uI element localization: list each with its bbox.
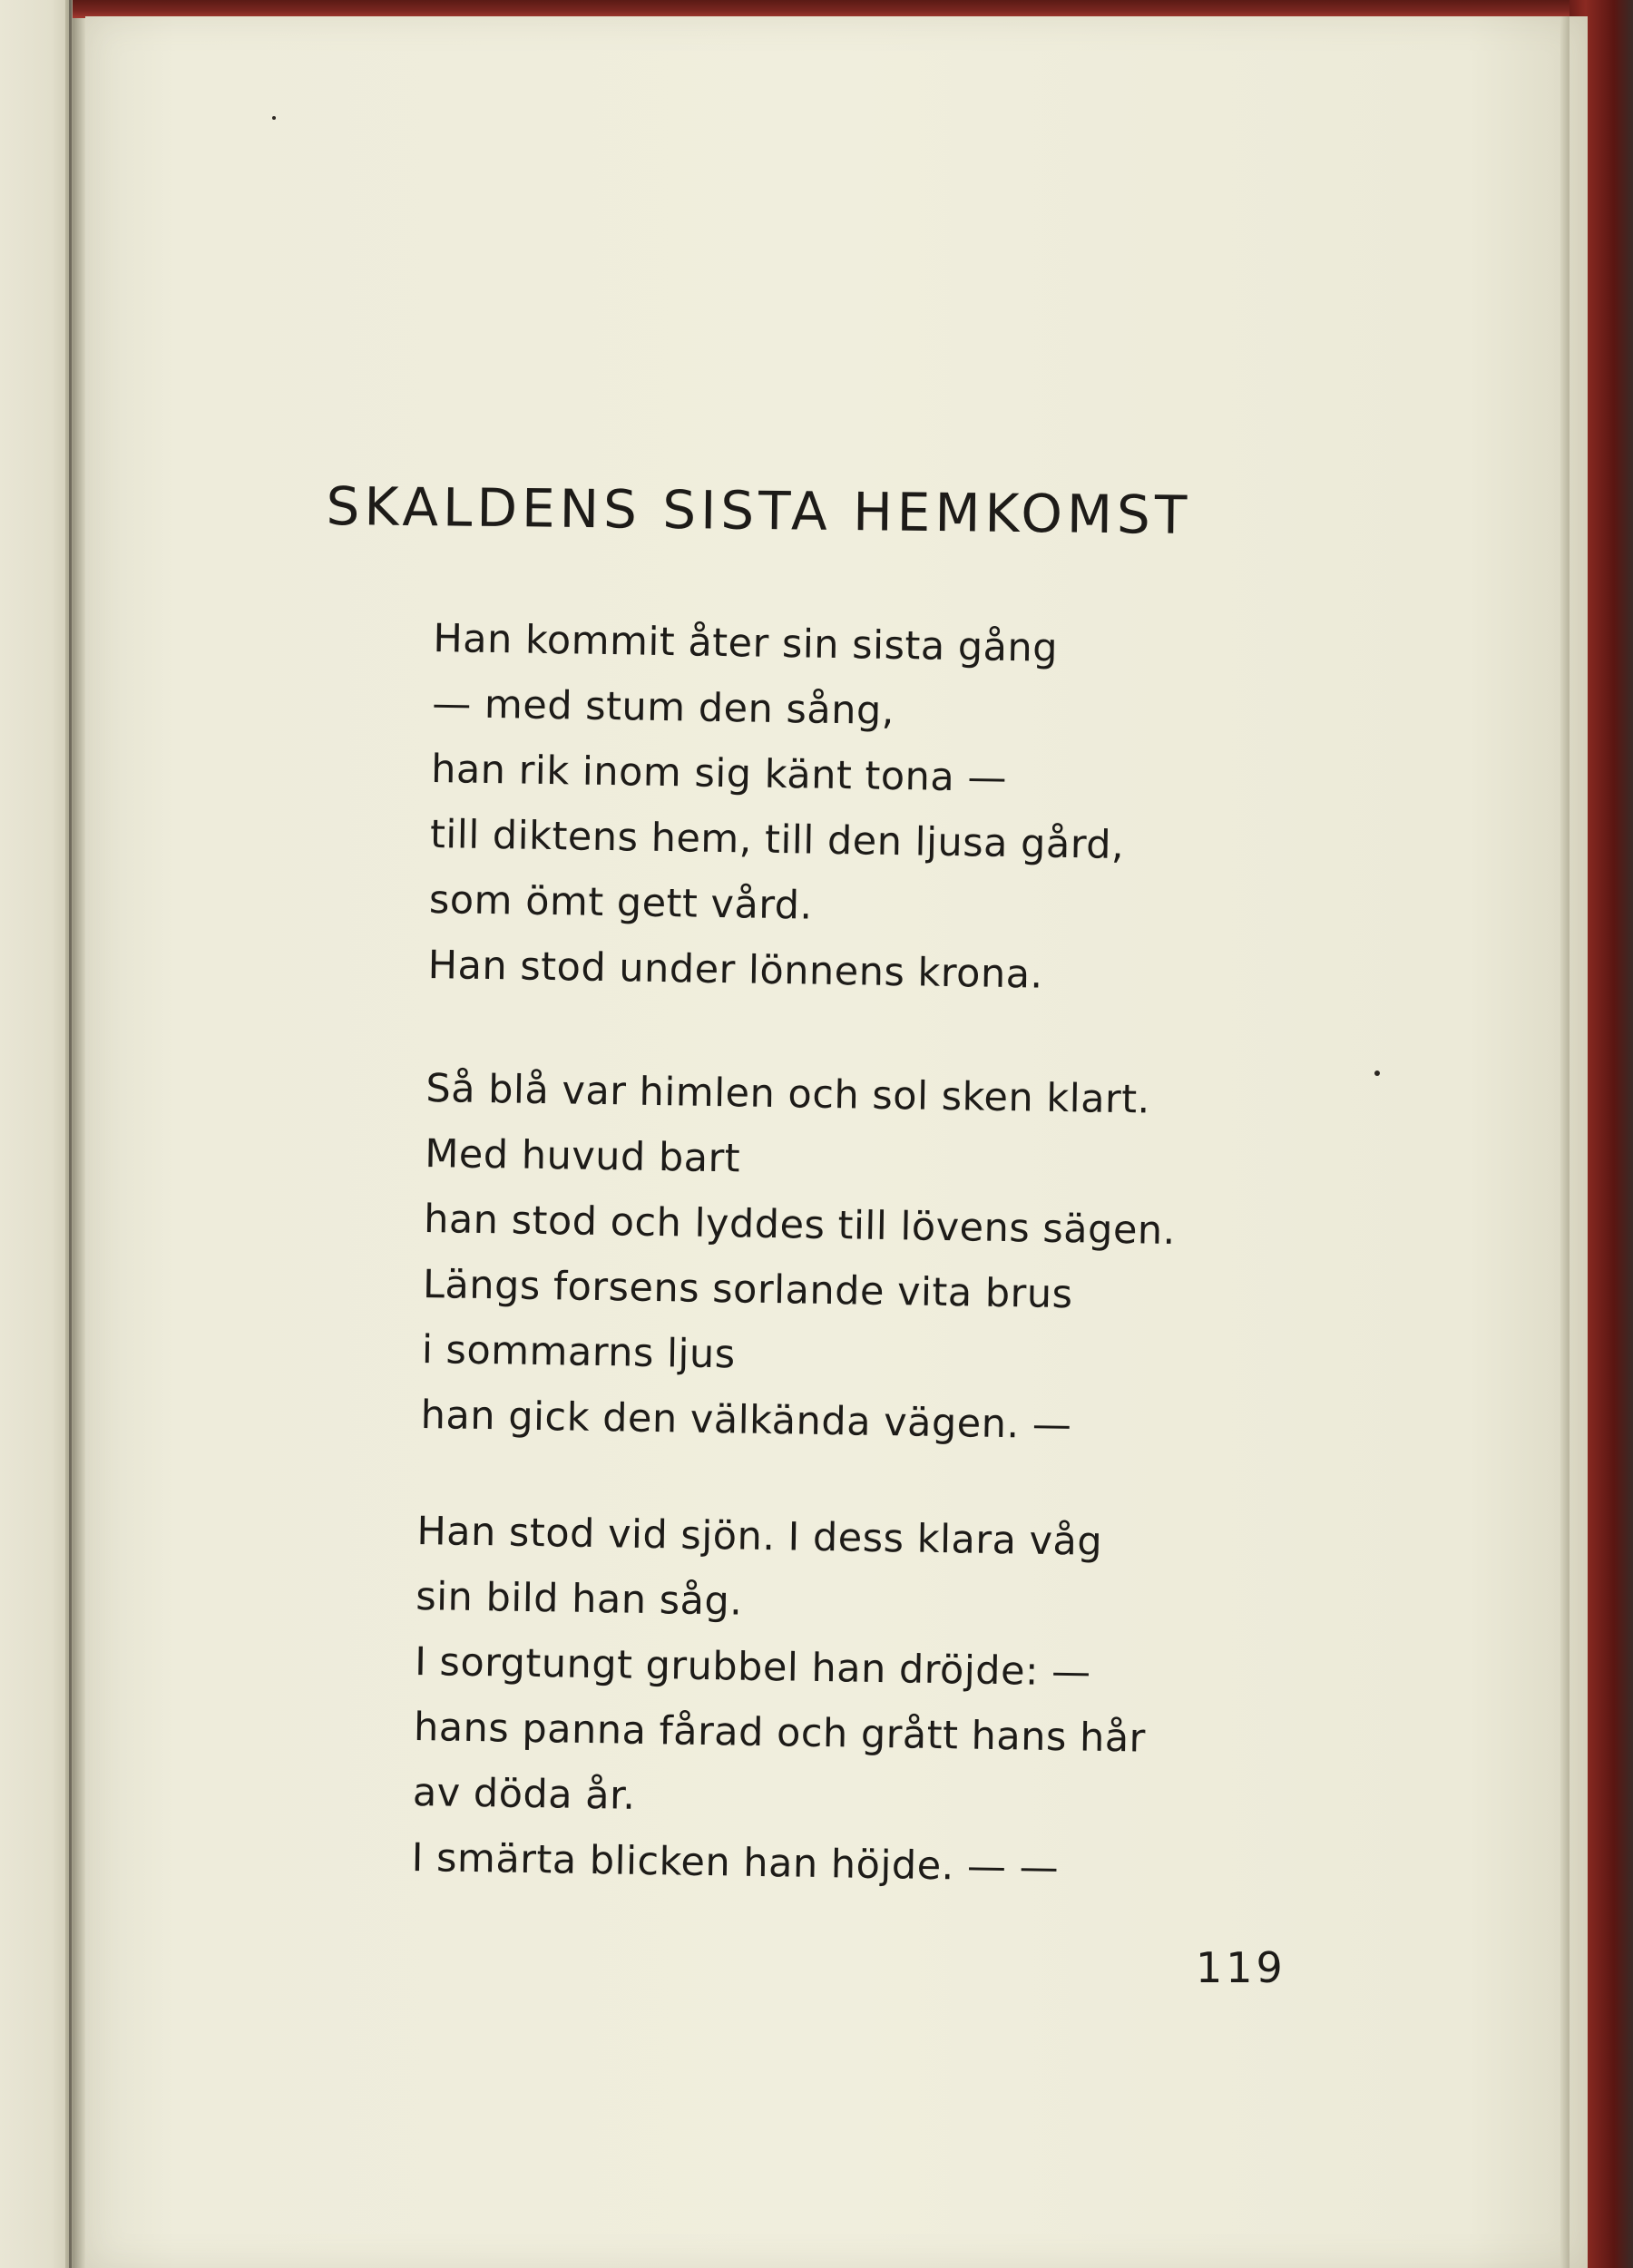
page-number: 119: [1196, 1943, 1286, 1992]
poem-line: han gick den välkända vägen. —: [420, 1392, 1072, 1449]
stanza-2: [420, 1056, 1243, 1461]
poem-line: hans panna fårad och grått hans hår: [413, 1704, 1147, 1762]
paper-speck: [1374, 1070, 1380, 1076]
poem-line: Längs forsens sorlande vita brus: [422, 1261, 1073, 1318]
stanza-1: [427, 606, 1250, 1011]
poem-line: Han kommit åter sin sista gång: [433, 615, 1059, 671]
stanza-3: [411, 1499, 1234, 1903]
poem-line: I smärta blicken han höjde. — —: [411, 1834, 1060, 1892]
poem-line: Han stod under lönnens krona.: [427, 942, 1044, 998]
poem-line: — med stum den sång,: [431, 680, 895, 734]
poem-line: i sommarns ljus: [421, 1326, 737, 1378]
poem-line: han stod och lyddes till lövens sägen.: [423, 1196, 1177, 1254]
poem-line: I sorgtungt grubbel han dröjde: —: [414, 1638, 1092, 1696]
poem-line: han rik inom sig känt tona —: [430, 746, 1008, 801]
poem-line: Han stod vid sjön. I dess klara våg: [416, 1508, 1103, 1565]
poem-line: som ömt gett vård.: [428, 876, 814, 929]
poem-line: till diktens hem, till den ljusa gård,: [429, 811, 1125, 868]
poem-line: av döda år.: [412, 1769, 636, 1819]
paper-speck: [272, 116, 276, 120]
poem-line: Så blå var himlen och sol sken klart.: [425, 1065, 1151, 1123]
poem-title: SKALDENS SISTA HEMKOMST: [326, 475, 1192, 546]
poem-line: sin bild han såg.: [415, 1573, 743, 1625]
poem-line: Med huvud bart: [424, 1130, 741, 1182]
